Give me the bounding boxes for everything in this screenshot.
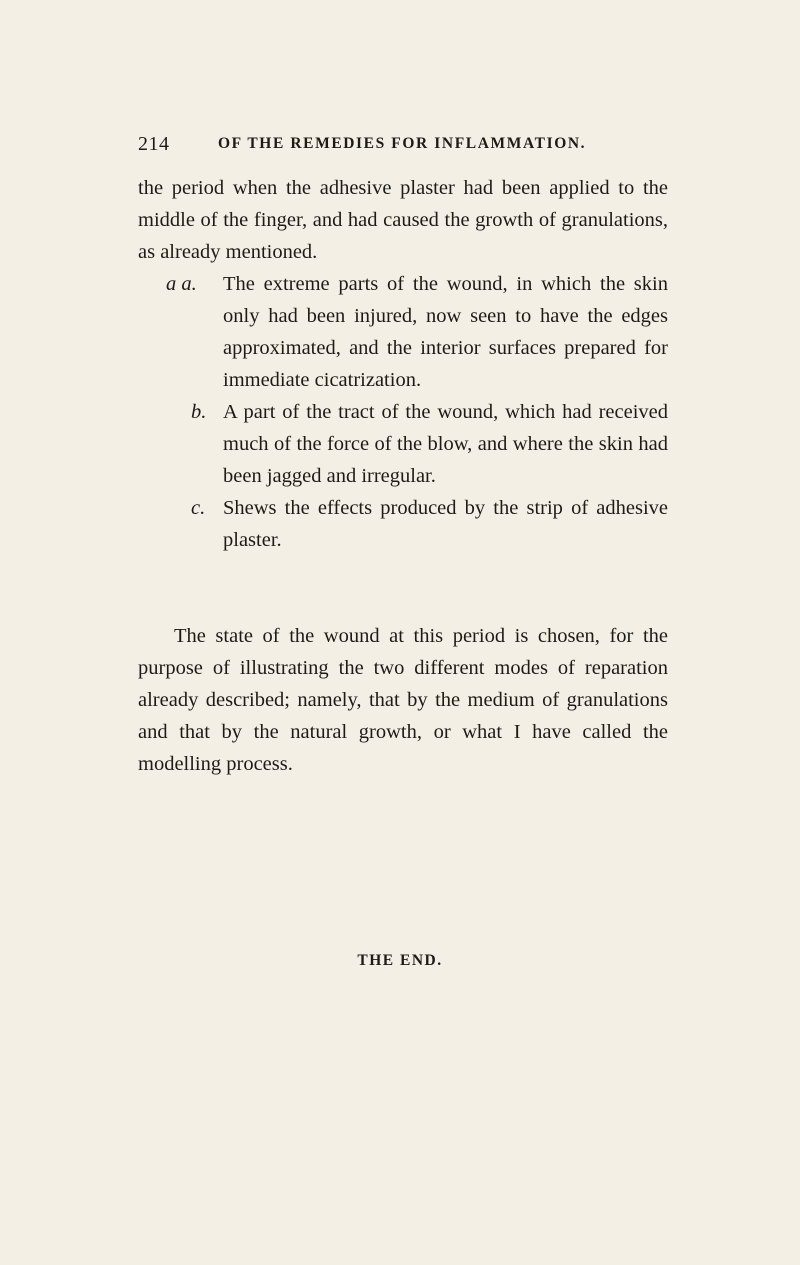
legend-item-a xyxy=(166,268,668,396)
legend-description: Shews the effects produced by the strip of adhesive plaster. xyxy=(223,497,668,551)
page-number: 214 xyxy=(138,133,170,155)
legend-description: The extreme parts of the wound, in which the skin only had been injured, now seen to have the edges approximated, and the interior surfaces prepared for immediate cicatrization. xyxy=(223,273,668,391)
figure-legend xyxy=(166,268,668,556)
legend-description: A part of the tract of the wound, which had received much of the force of the blow, and where the skin had been jagged and irregular. xyxy=(223,401,668,487)
running-head: OF THE REMEDIES FOR INFLAMMATION. xyxy=(218,135,587,152)
page-header xyxy=(138,133,668,161)
legend-key: b. xyxy=(191,401,207,423)
closing-paragraph: The state of the wound at this period is chosen, for the purpose of illustrating the two different modes of reparation already described; namely, that by the medium of granulations and that by the natural growth, or what I have called the modelling process. xyxy=(138,625,668,775)
legend-item-c xyxy=(166,492,668,556)
legend-key: a a. xyxy=(166,273,197,295)
intro-paragraph: the period when the adhesive plaster had been applied to the middle of the finger, and had caused the growth of granulations, as already mentioned. xyxy=(138,177,668,263)
legend-key: c. xyxy=(191,497,206,519)
legend-item-b xyxy=(166,396,668,492)
end-mark: THE END. xyxy=(357,952,443,969)
